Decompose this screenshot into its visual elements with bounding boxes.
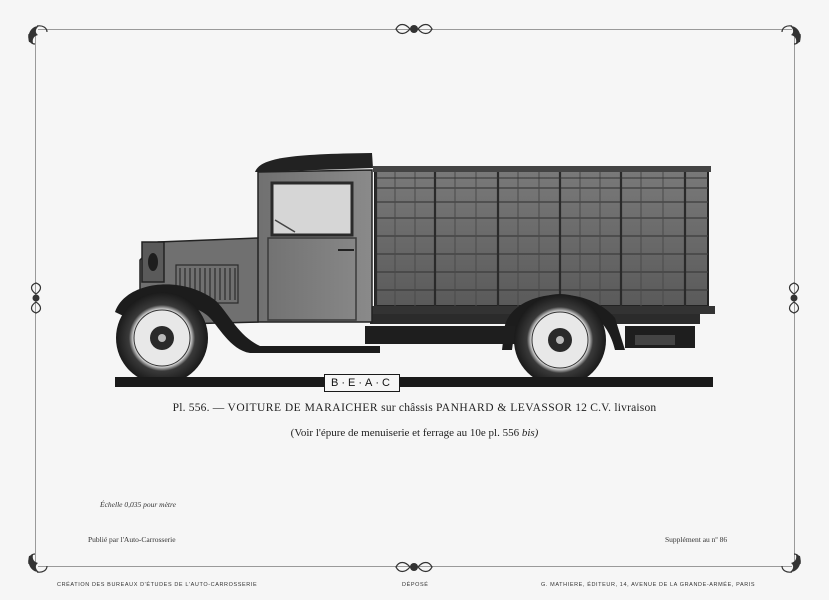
maker-mark: B·E·A·C (324, 374, 400, 392)
published-note (88, 535, 176, 544)
published-prefix: Publié par (88, 535, 119, 544)
corner-ornament-bottom-right (778, 550, 804, 576)
mid-ornament-left (28, 282, 44, 314)
caption-note-bis: bis) (521, 427, 539, 439)
published-by: l'Auto-Carrosserie (120, 535, 176, 544)
corner-ornament-top-left (25, 22, 51, 48)
front-wheel (116, 292, 208, 384)
corner-ornament-top-right (778, 22, 804, 48)
caption-power: 12 C.V. livraison (575, 402, 657, 414)
corner-ornament-bottom-left (25, 550, 51, 576)
plate-note (0, 427, 829, 439)
mid-ornament-right (786, 282, 802, 314)
scale-note: Échelle 0,035 pour mètre (100, 500, 176, 509)
truck-illustration (110, 150, 720, 390)
footer-left: CRÉATION DES BUREAUX D'ÉTUDES DE L'AUTO-CARROSSERIE (57, 582, 258, 588)
footer-right: G. MATHIERE, ÉDITEUR, 14, AVENUE DE LA GRANDE-ARMÉE, PARIS (541, 582, 756, 588)
caption-prefix: Pl. 556. — (172, 402, 225, 414)
mid-ornament-top (393, 21, 435, 37)
footer-center: DÉPOSÉ (402, 582, 429, 588)
caption-on: sur châssis (381, 402, 433, 414)
caption-note: (Voir l'épure de menuiserie et ferrage au 10e pl. 556 (290, 427, 520, 439)
chassis-rail (365, 326, 515, 344)
mid-ornament-bottom (393, 559, 435, 575)
rear-wheel (514, 294, 606, 386)
plate-caption (0, 402, 829, 414)
supplement-note: Supplément au nº 86 (665, 535, 728, 544)
caption-chassis: PANHARD & LEVASSOR (435, 402, 573, 414)
cab (248, 153, 373, 322)
ground-bar (115, 377, 713, 387)
caption-title: VOITURE DE MARAICHER (227, 402, 379, 414)
